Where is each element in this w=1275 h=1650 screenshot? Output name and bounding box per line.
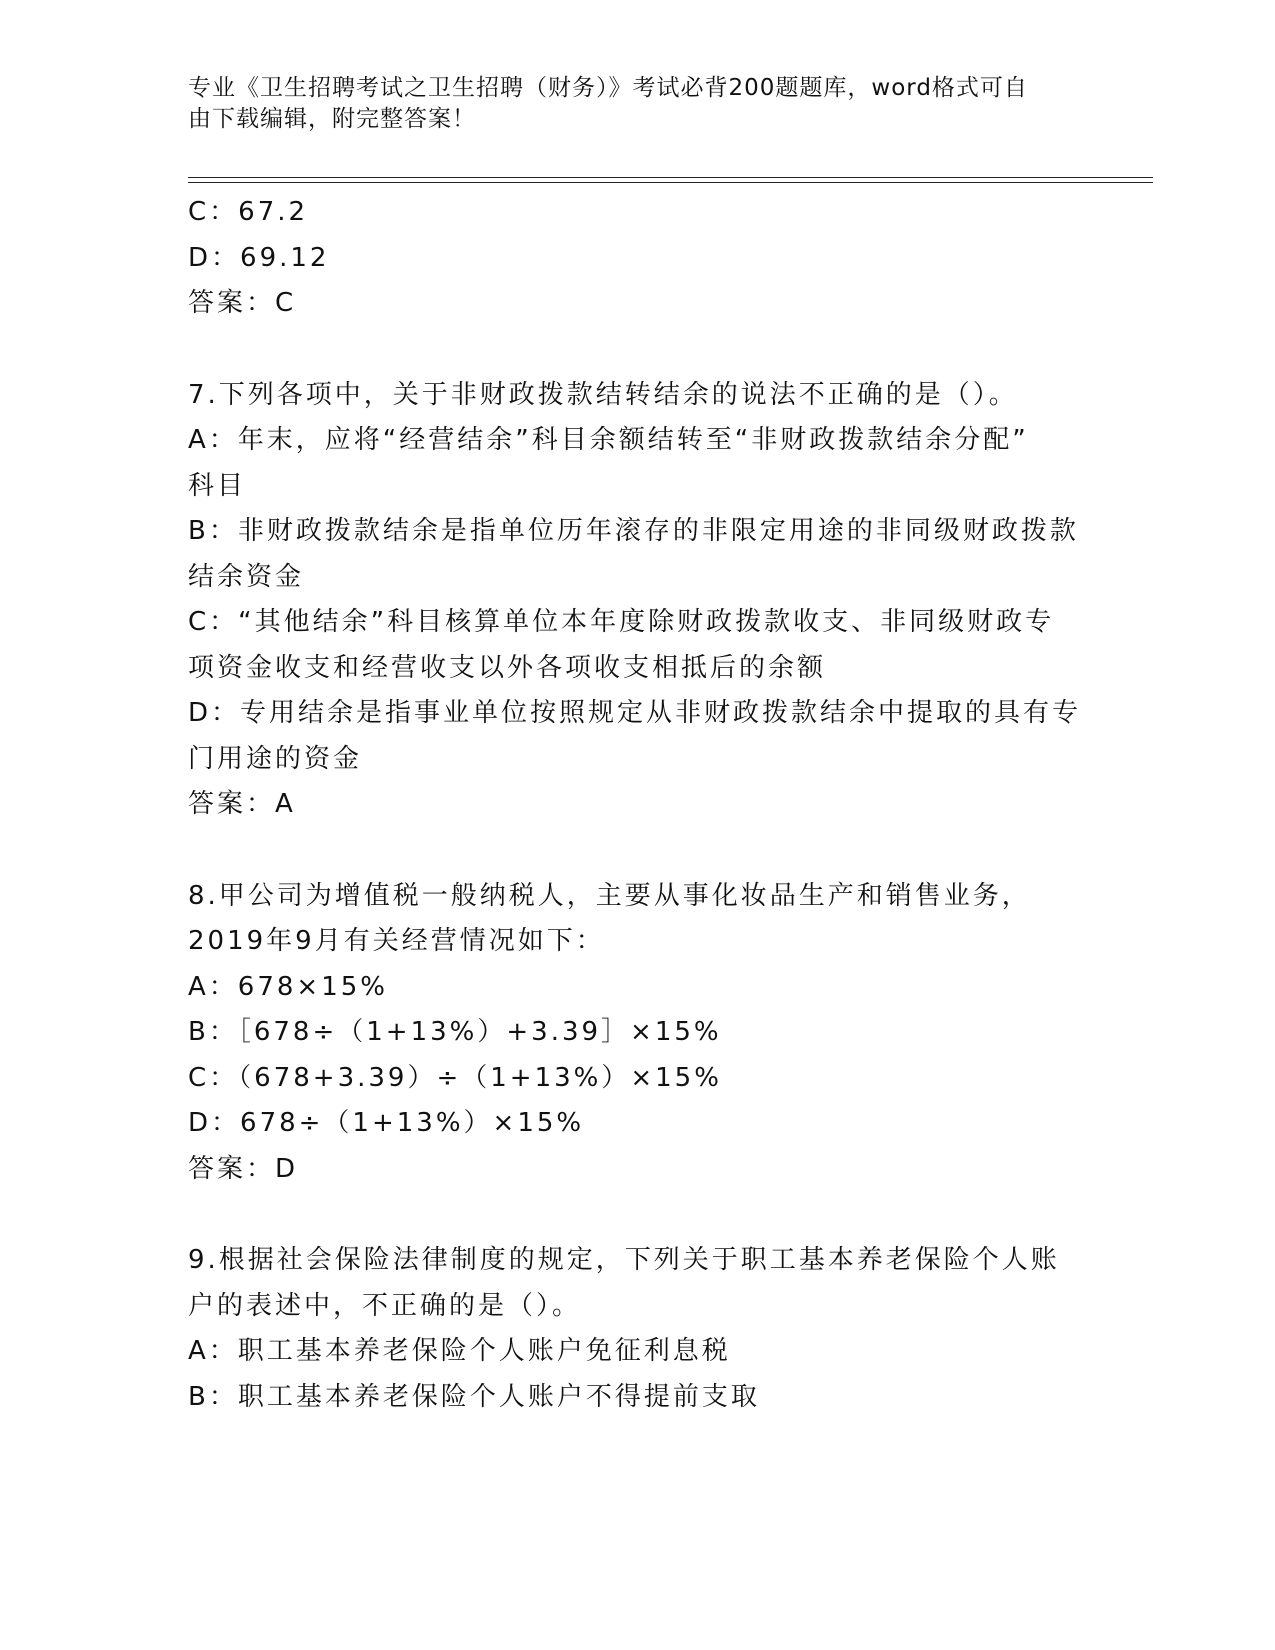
option-d: D：678÷（1+13%）×15% xyxy=(188,1108,585,1138)
header-rule-top xyxy=(188,177,1153,178)
option-a: A：678×15% xyxy=(188,971,388,1002)
answer: 答案：A xyxy=(188,789,296,819)
option-c-line-1: C：“其他结余”科目核算单位本年度除财政拨款收支、非同级财政专 xyxy=(188,607,1055,637)
question-stem-line-1: 8.甲公司为增值税一般纳税人，主要从事化妆品生产和销售业务， xyxy=(188,880,1031,911)
question-8 xyxy=(188,874,1088,1193)
question-stem-line-1: 9.根据社会保险法律制度的规定，下列关于职工基本养老保险个人账 xyxy=(188,1245,1060,1275)
option-a-line-2: 科目 xyxy=(188,470,247,501)
option-a-line-1: A：年末，应将“经营结余”科目余额结转至“非财政拨款结余分配” xyxy=(188,425,1029,455)
option-c: C：67.2 xyxy=(188,197,309,227)
option-c: C：（678+3.39）÷（1+13%）×15% xyxy=(188,1062,722,1093)
header-rule-bottom xyxy=(188,182,1153,183)
question-9 xyxy=(188,1238,1088,1420)
answer: 答案：C xyxy=(188,288,297,318)
spacer xyxy=(188,1192,1088,1238)
option-d-line-1: D：专用结余是指事业单位按照规定从非财政拨款结余中提取的具有专 xyxy=(188,698,1082,728)
header-line-1: 专业《卫生招聘考试之卫生招聘（财务）》考试必背200题题库，word格式可自 xyxy=(188,75,1028,101)
option-c-line-2: 项资金收支和经营收支以外各项收支相抵后的余额 xyxy=(188,652,827,683)
question-7 xyxy=(188,373,1088,828)
question-content xyxy=(188,190,1088,1420)
document-header xyxy=(188,73,1068,135)
question-stem-line-2: 2019年9月有关经营情况如下： xyxy=(188,926,605,956)
question-stem-line-2: 户的表述中，不正确的是（）。 xyxy=(188,1290,582,1321)
header-line-2: 由下载编辑，附完整答案！ xyxy=(188,106,476,132)
spacer xyxy=(188,327,1088,373)
answer: 答案：D xyxy=(188,1153,299,1184)
option-a: A：职工基本养老保险个人账户免征利息税 xyxy=(188,1336,731,1366)
option-b-line-2: 结余资金 xyxy=(188,561,305,592)
spacer xyxy=(188,828,1088,874)
option-d-line-2: 门用途的资金 xyxy=(188,743,363,774)
option-d: D：69.12 xyxy=(188,242,330,273)
option-b: B：［678÷（1+13%）+3.39］×15% xyxy=(188,1017,722,1047)
prev-question xyxy=(188,190,1088,327)
option-b-line-1: B：非财政拨款结余是指单位历年滚存的非限定用途的非同级财政拨款 xyxy=(188,516,1079,546)
option-b: B：职工基本养老保险个人账户不得提前支取 xyxy=(188,1381,760,1412)
question-stem: 7.下列各项中，关于非财政拨款结转结余的说法不正确的是（）。 xyxy=(188,379,1018,410)
